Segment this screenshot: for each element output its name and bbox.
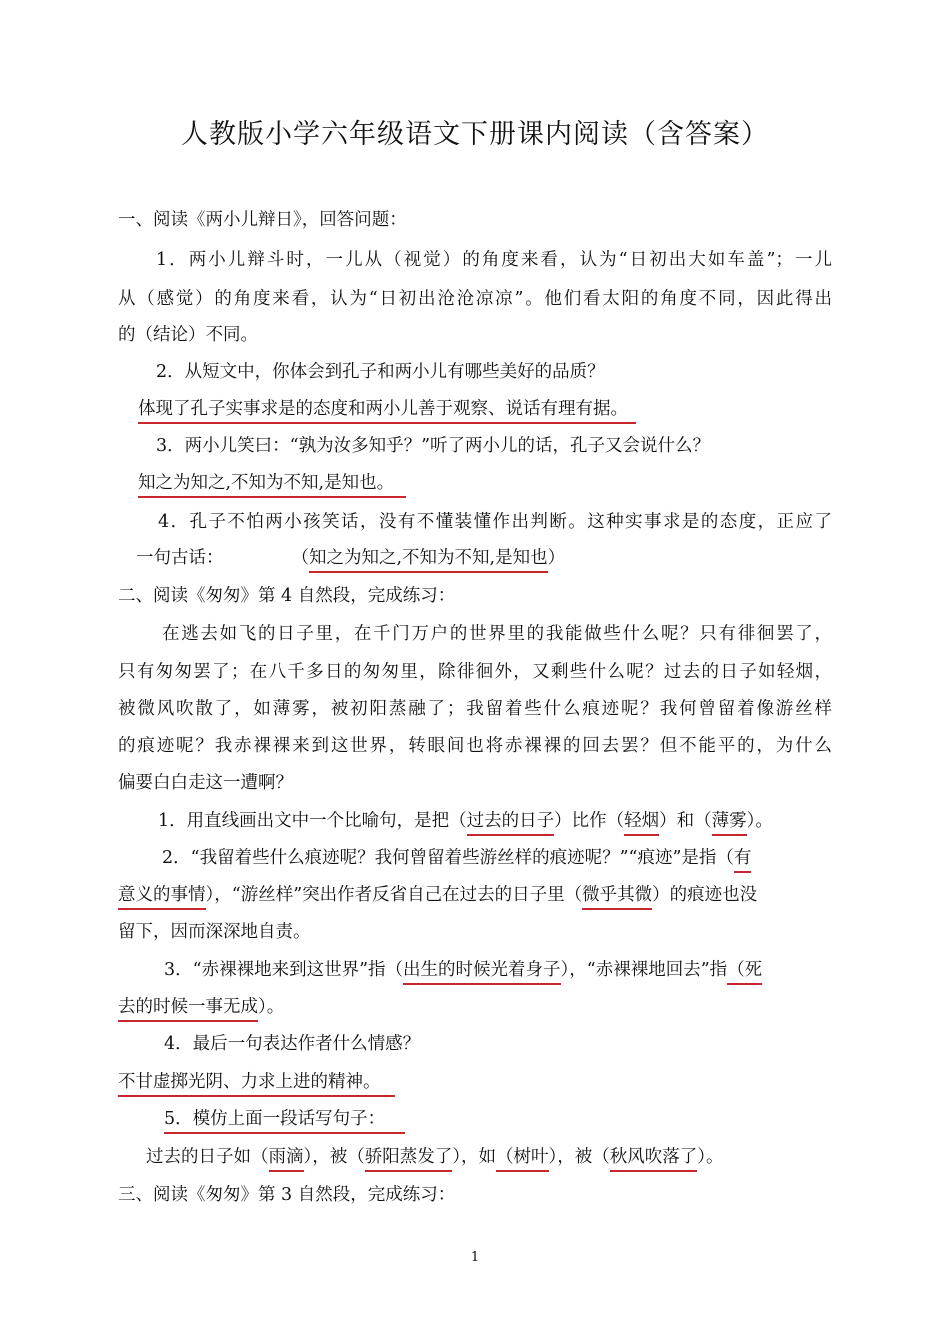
s2-q4-question: 4．最后一句表达作者什么情感？ — [164, 1034, 421, 1054]
answer-underlined: 5．模仿上面一段话写句子： — [164, 1109, 405, 1134]
answer-underlined: （死 — [727, 960, 762, 985]
answer-underlined: 知之为知之,不知为不知,是知也。 — [138, 473, 406, 498]
s2-q2-line1: 2．“我留着些什么痕迹呢？我何曾留着些游丝样的痕迹呢？”“痕迹”是指（有 — [162, 846, 751, 870]
section-1-heading: 一、阅读《两小儿辩日》，回答问题： — [118, 210, 407, 230]
answer-underlined: 过去的日子 — [467, 811, 555, 836]
s1-q2-answer — [138, 397, 636, 421]
answer-underlined: 意义的事情 — [118, 885, 206, 910]
s1-q4-line1: 4．孔子不怕两小孩笑话，没有不懂装懂作出判断。这种实事求是的态度，正应了 — [158, 512, 832, 532]
answer-underlined: 知之为知之,不知为不知,是知也 — [309, 548, 548, 573]
s1-q1-line2: 从（感觉）的角度来看，认为“日初出沧沧凉凉”。他们看太阳的角度不同，因此得出 — [118, 289, 832, 309]
s1-q2-question: 2．从短文中，你体会到孔子和两小儿有哪些美好的品质？ — [156, 362, 605, 382]
answer-underlined: 雨滴 — [269, 1147, 304, 1172]
page-title: 人教版小学六年级语文下册课内阅读（含答案） — [181, 119, 769, 150]
answer-underlined: 有 — [734, 848, 752, 873]
s2-q2-line2: 意义的事情），“游丝样”突出作者反省自己在过去的日子里（微乎其微）的痕迹也没 — [118, 883, 757, 907]
answer-underlined: 秋风吹落了 — [610, 1147, 698, 1172]
s2-q4-answer — [118, 1070, 395, 1094]
answer-underlined: 体现了孔子实事求是的态度和两小儿善于观察、说话有理有据。 — [138, 399, 636, 424]
s2-q3-line1: 3．“赤裸裸地来到这世界”指（出生的时候光着身子），“赤裸裸地回去”指（死 — [164, 958, 762, 982]
s2-q5-question — [164, 1107, 405, 1131]
s2-passage-line1: 在逃去如飞的日子里，在千门万户的世界里的我能做些什么呢？只有徘徊罢了， — [162, 624, 832, 644]
s1-q1-line3: 的（结论）不同。 — [118, 325, 258, 345]
answer-underlined: 微乎其微 — [582, 885, 652, 910]
answer-underlined: （树叶 — [496, 1147, 549, 1172]
section-3-heading: 三、阅读《匆匆》第 3 自然段，完成练习： — [118, 1185, 456, 1205]
s1-q3-answer — [138, 471, 406, 495]
page-number: 1 — [470, 1250, 480, 1265]
section-2-heading: 二、阅读《匆匆》第 4 自然段，完成练习： — [118, 586, 456, 606]
s2-q1: 1．用直线画出文中一个比喻句，是把（过去的日子）比作（轻烟）和（薄雾）。 — [158, 809, 773, 833]
s2-q3-line2: 去的时候一事无成）。 — [118, 995, 284, 1019]
answer-underlined: 骄阳蒸发了 — [365, 1147, 453, 1172]
s2-passage-line5: 偏要白白走这一遭啊？ — [118, 773, 293, 793]
answer-underlined: 出生的时候光着身子 — [403, 960, 561, 985]
answer-underlined: 不甘虚掷光阴、力求上进的精神。 — [118, 1072, 395, 1097]
s2-passage-line4: 的痕迹呢？我赤裸裸来到这世界，转眼间也将赤裸裸的回去罢？但不能平的，为什么 — [118, 736, 832, 756]
s2-passage-line2: 只有匆匆罢了；在八千多日的匆匆里，除徘徊外，又剩些什么呢？过去的日子如轻烟， — [118, 662, 832, 682]
s1-q3-question: 3．两小儿笑曰：“孰为汝多知乎？”听了两小儿的话，孔子又会说什么？ — [156, 436, 711, 456]
s1-q4-line2: 一句古话： （知之为知之,不知为不知,是知也） — [136, 546, 565, 570]
s1-q1-line1: 1．两小儿辩斗时，一儿从（视觉）的角度来看，认为“日初出大如车盖”；一儿 — [156, 250, 832, 270]
answer-underlined: 去的时候一事无成 — [118, 997, 258, 1022]
answer-underlined: 轻烟 — [624, 811, 659, 836]
answer-underlined: 薄雾 — [712, 811, 747, 836]
s2-q5-answer: 过去的日子如（雨滴），被（骄阳蒸发了），如（树叶），被（秋风吹落了）。 — [146, 1145, 724, 1169]
s2-passage-line3: 被微风吹散了，如薄雾，被初阳蒸融了；我留着些什么痕迹呢？我何曾留着像游丝样 — [118, 699, 832, 719]
s2-q2-line3: 留下，因而深深地自责。 — [118, 922, 311, 942]
